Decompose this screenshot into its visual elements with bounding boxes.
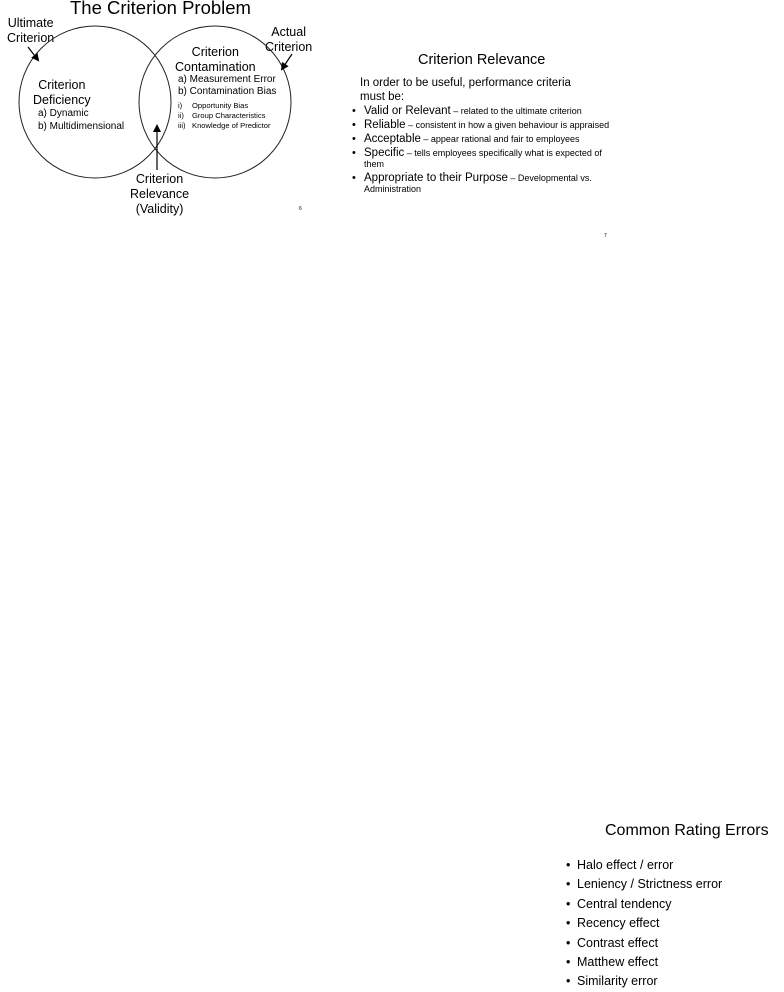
actual-arrow [282, 54, 292, 69]
list-item: • Central tendency [566, 895, 784, 914]
deficiency-title-line1: Criterion [38, 78, 86, 92]
subitem-text: Group Characteristics [192, 111, 266, 121]
slide7-intro-line2: must be: [360, 91, 405, 103]
criterion-term: Valid or Relevant [364, 105, 451, 117]
list-item [352, 134, 617, 145]
list-item: • Similarity error [566, 972, 784, 991]
list-item [352, 173, 617, 195]
actual-criterion-label-line2: Criterion [265, 40, 313, 54]
slide8-title: Common Rating Errors [605, 822, 769, 839]
list-item: • Contrast effect [566, 934, 784, 953]
criterion-description: – consistent in how a given behaviour is appraised [405, 120, 610, 130]
relevance-label-line1: Criterion [135, 172, 184, 186]
slide7-intro [360, 76, 571, 104]
contamination-subitems [178, 101, 271, 132]
contamination-title [175, 45, 256, 75]
contamination-subitem [178, 111, 271, 121]
slide6-page-number: 6 [299, 206, 302, 212]
contamination-item: a) Measurement Error [178, 74, 276, 85]
relevance-label-line2: Relevance [130, 187, 190, 201]
criterion-description: – Developmental vs. Administration [364, 173, 592, 194]
actual-criterion-label-line1: Actual [271, 25, 306, 39]
slide7-criteria-list [352, 106, 617, 198]
ultimate-criterion-label-line1: Ultimate [7, 16, 54, 30]
ultimate-criterion-label-line2: Criterion [7, 31, 55, 45]
deficiency-items [38, 108, 124, 133]
slide7-intro-line1: In order to be useful, performance criteria [360, 77, 571, 89]
criterion-term: Reliable [364, 119, 406, 131]
deficiency-item: a) Dynamic [38, 108, 89, 119]
contamination-item: b) Contamination Bias [178, 86, 277, 97]
contamination-items [178, 74, 276, 98]
rating-errors-list [566, 856, 784, 992]
list-item: • Recency effect [566, 914, 784, 933]
subitem-number: ii) [178, 111, 184, 121]
contamination-subitem [178, 121, 271, 131]
slide7-title: Criterion Relevance [418, 52, 546, 68]
subitem-text: Opportunity Bias [192, 101, 249, 110]
slide7-page-number: 7 [604, 233, 607, 239]
list-item [352, 120, 617, 131]
contamination-title-line1: Criterion [191, 45, 239, 59]
list-item: • Leniency / Strictness error [566, 875, 784, 894]
list-item [352, 148, 617, 170]
relevance-label-line3: (Validity) [135, 202, 184, 216]
subitem-number: iii) [178, 121, 186, 131]
criterion-description: – tells employees specifically what is expected of them [364, 148, 602, 169]
contamination-subitem [178, 101, 271, 111]
criterion-description: – related to the ultimate criterion [450, 106, 582, 116]
relevance-label [130, 172, 189, 217]
list-item: • Halo effect / error [566, 856, 784, 875]
deficiency-item: b) Multidimensional [38, 120, 125, 132]
subitem-text: Knowledge of Predictor [192, 121, 271, 131]
slide6-title: The Criterion Problem [70, 0, 251, 18]
list-item [352, 106, 617, 117]
deficiency-title-line2: Deficiency [33, 93, 91, 107]
criterion-term: Acceptable [364, 133, 421, 145]
subitem-number: i) [178, 101, 183, 110]
criterion-term: Appropriate to their Purpose [364, 172, 508, 184]
list-item: • Matthew effect [566, 953, 784, 972]
criterion-description: – appear rational and fair to employees [420, 134, 580, 144]
deficiency-title [33, 78, 91, 108]
contamination-title-line2: Contamination [175, 60, 256, 74]
criterion-term: Specific [364, 147, 405, 159]
